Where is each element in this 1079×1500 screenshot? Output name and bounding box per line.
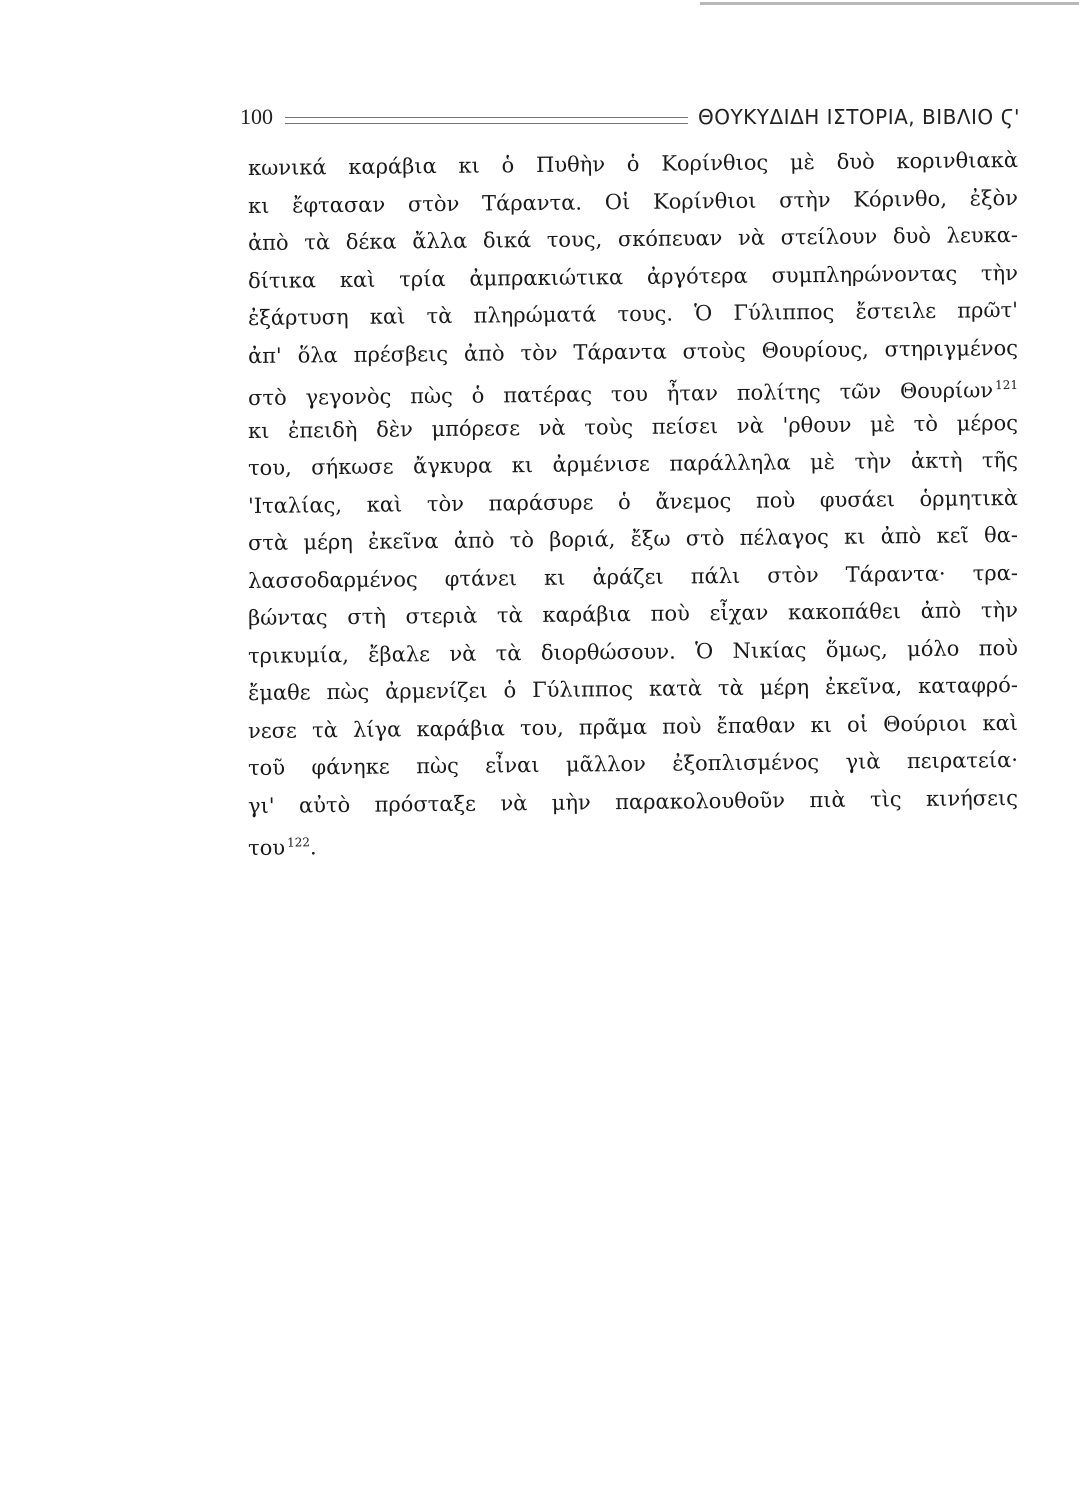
text-line-with-footnote xyxy=(248,817,1018,863)
running-title: ΘΟΥΚΥΔΙΔΗ ΙΣΤΟΡΙΑ, ΒΙΒΛΙΟ Ϛ' xyxy=(697,105,1020,129)
body-text xyxy=(247,147,1019,863)
text-line: του, σήκωσε ἄγκυρα κι ἀρμένισε παράλληλα μὲ τὴν ἀκτὴ τῆς xyxy=(247,447,1019,480)
text-line: στὰ μέρη ἐκεῖνα ἀπὸ τὸ βοριά, ἔξω στὸ πέλαγος κι ἀπὸ κεῖ θα- xyxy=(247,522,1019,555)
final-punctuation: . xyxy=(309,835,317,860)
text-line: τοῦ φάνηκε πὼς εἶναι μᾶλλον ἐξοπλισμένος γιὰ πειρατεία· xyxy=(247,747,1019,780)
text-line: βώντας στὴ στεριὰ τὰ καράβια ποὺ εἶχαν κακοπάθει ἀπὸ τὴν xyxy=(247,597,1019,630)
text-line: τρικυμία, ἔβαλε νὰ τὰ διορθώσουν. Ὁ Νικίας ὅμως, μόλο ποὺ xyxy=(247,635,1019,668)
text-line: ἀπὸ τὰ δέκα ἄλλα δικά τους, σκόπευαν νὰ στείλουν δυὸ λευκα- xyxy=(247,222,1019,255)
text-line: ἐξάρτυση καὶ τὰ πληρώματά τους. Ὁ Γύλιππος ἔστειλε πρῶτ' xyxy=(247,297,1019,330)
running-head xyxy=(240,102,1020,132)
header-double-rule xyxy=(285,117,688,124)
text-line: ἔμαθε πὼς ἀρμενίζει ὁ Γύλιππος κατὰ τὰ μέρη ἐκεῖνα, καταφρό- xyxy=(247,672,1019,705)
text-line-content: του xyxy=(247,835,286,860)
text-line-content: στὸ γεγονὸς πὼς ὁ πατέρας του ἦταν πολίτης τῶν Θουρίων xyxy=(247,378,994,410)
text-line: νεσε τὰ λίγα καράβια του, πρᾶμα ποὺ ἔπαθαν κι οἱ Θούριοι καὶ xyxy=(247,710,1019,743)
text-line: κι ἐπειδὴ δὲν μπόρεσε νὰ τοὺς πείσει νὰ 'ρθουν μὲ τὸ μέρος xyxy=(247,410,1019,443)
top-edge-rule xyxy=(700,2,1079,5)
text-line: δίτικα καὶ τρία ἀμπρακιώτικα ἀργότερα συμπληρώνοντας τὴν xyxy=(247,260,1019,293)
page-number: 100 xyxy=(240,104,273,129)
text-line: 'Ιταλίας, καὶ τὸν παράσυρε ὁ ἄνεμος ποὺ φυσάει ὁρμητικὰ xyxy=(247,485,1019,518)
text-line: κι ἔφτασαν στὸν Τάραντα. Οἱ Κορίνθιοι στὴν Κόρινθο, ἐξὸν xyxy=(247,185,1019,218)
footnote-marker: 121 xyxy=(994,377,1019,393)
text-line: κωνικά καράβια κι ὁ Πυθὴν ὁ Κορίνθιος μὲ δυὸ κορινθιακὰ xyxy=(247,147,1019,180)
footnote-marker: 122 xyxy=(286,835,310,850)
text-line: ἀπ' ὅλα πρέσβεις ἀπὸ τὸν Τάραντα στοὺς Θουρίους, στηριγμένος xyxy=(247,335,1019,368)
text-line: γι' αὐτὸ πρόσταξε νὰ μὴν παρακολουθοῦν πιὰ τὶς κινήσεις xyxy=(247,785,1019,818)
text-line: λασσοδαρμένος φτάνει κι ἀράζει πάλι στὸν Τάραντα· τρα- xyxy=(247,560,1019,593)
